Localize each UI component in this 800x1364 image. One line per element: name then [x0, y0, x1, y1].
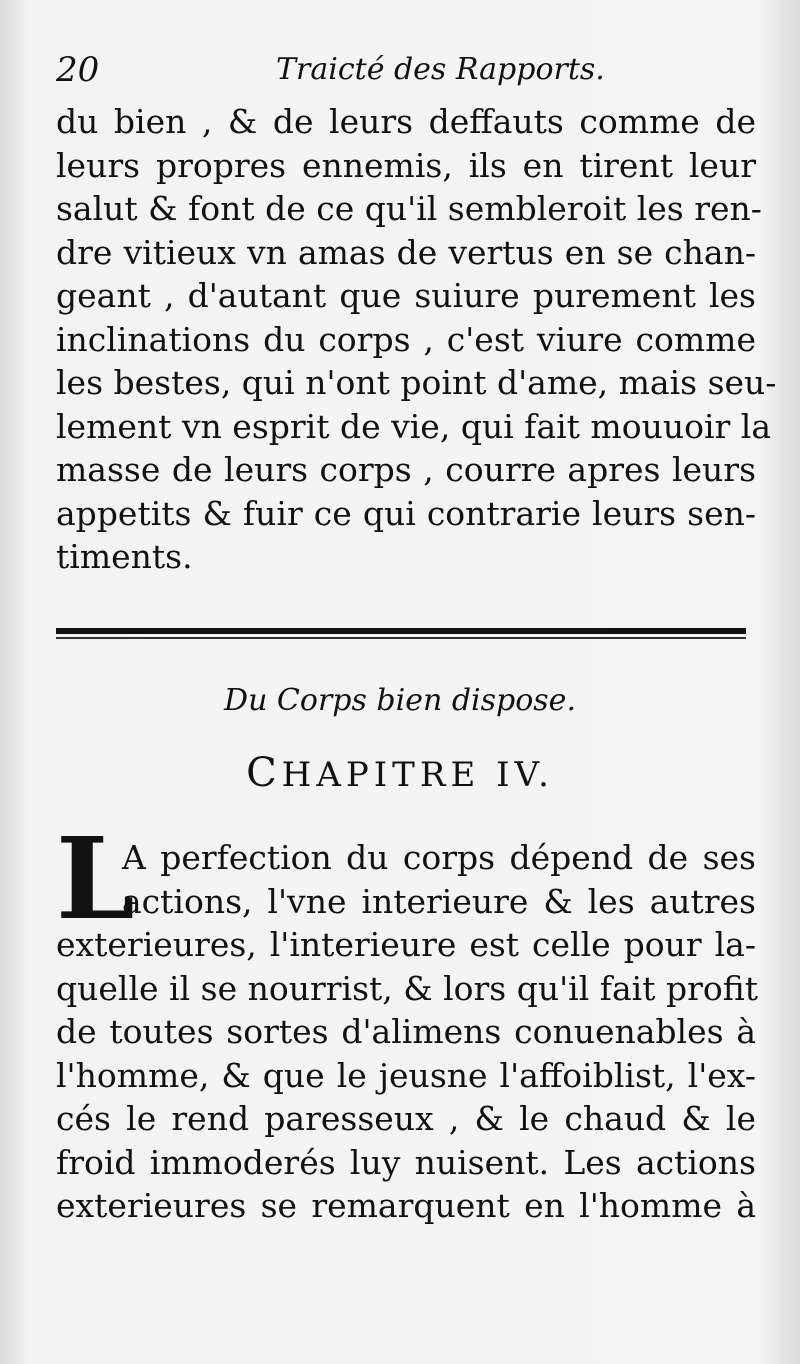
- text-line: lement vn esprit de vie, qui fait mouuoir la: [56, 406, 772, 446]
- divider-thick-bar: [56, 628, 746, 634]
- text-line: A perfection du corps dépend de ses: [122, 838, 756, 877]
- text-line: de toutes sortes d'alimens conuenables à: [56, 1012, 756, 1051]
- paragraph-2: [56, 836, 759, 1228]
- text-line: froid immoderés luy nuisent. Les actions: [56, 1142, 756, 1182]
- text-line: du bien , & de leurs deffauts comme de: [56, 102, 756, 141]
- text-line: salut & font de ce qu'il sembleroit les ren-: [56, 189, 762, 228]
- running-head: Traicté des Rapports.: [276, 52, 605, 87]
- drop-cap: L: [56, 814, 135, 945]
- text-line: l'homme, & que le jeusne l'affoiblist, l'ex-: [56, 1055, 756, 1095]
- text-line: cés le rend paresseux , & le chaud & le: [56, 1099, 756, 1138]
- text-line: les bestes, qui n'ont point d'ame, mais seu-: [56, 363, 777, 402]
- page-header: [56, 50, 756, 94]
- text-line: inclinations du corps , c'est viure comme: [56, 319, 756, 359]
- divider-thin-bar: [56, 637, 746, 639]
- section-divider: [56, 624, 746, 644]
- page-number: 20: [56, 50, 100, 90]
- paragraph-1: [56, 100, 777, 579]
- chapter-heading-rest: HAPITRE IV.: [281, 755, 554, 795]
- text-line: exterieures se remarquent en l'homme à: [56, 1186, 756, 1225]
- text-line: geant , d'autant que suiure purement les: [56, 276, 756, 315]
- text-line: timents.: [56, 537, 193, 576]
- text-line: quelle il se nourrist, & lors qu'il fait profit: [56, 968, 759, 1008]
- text-line: appetits & fuir ce qui contrarie leurs sen-: [56, 493, 756, 533]
- text-line: masse de leurs corps , courre apres leurs: [56, 450, 756, 489]
- text-line: actions, l'vne interieure & les autres: [122, 881, 756, 921]
- text-line: leurs propres ennemis, ils en tirent leur: [56, 145, 756, 185]
- section-title: Du Corps bien dispose.: [224, 683, 576, 718]
- text-line: exterieures, l'interieure est celle pour la-: [56, 925, 756, 964]
- chapter-heading: [0, 750, 800, 796]
- chapter-initial: C: [246, 750, 282, 796]
- text-line: dre vitieux vn amas de vertus en se chan-: [56, 232, 756, 272]
